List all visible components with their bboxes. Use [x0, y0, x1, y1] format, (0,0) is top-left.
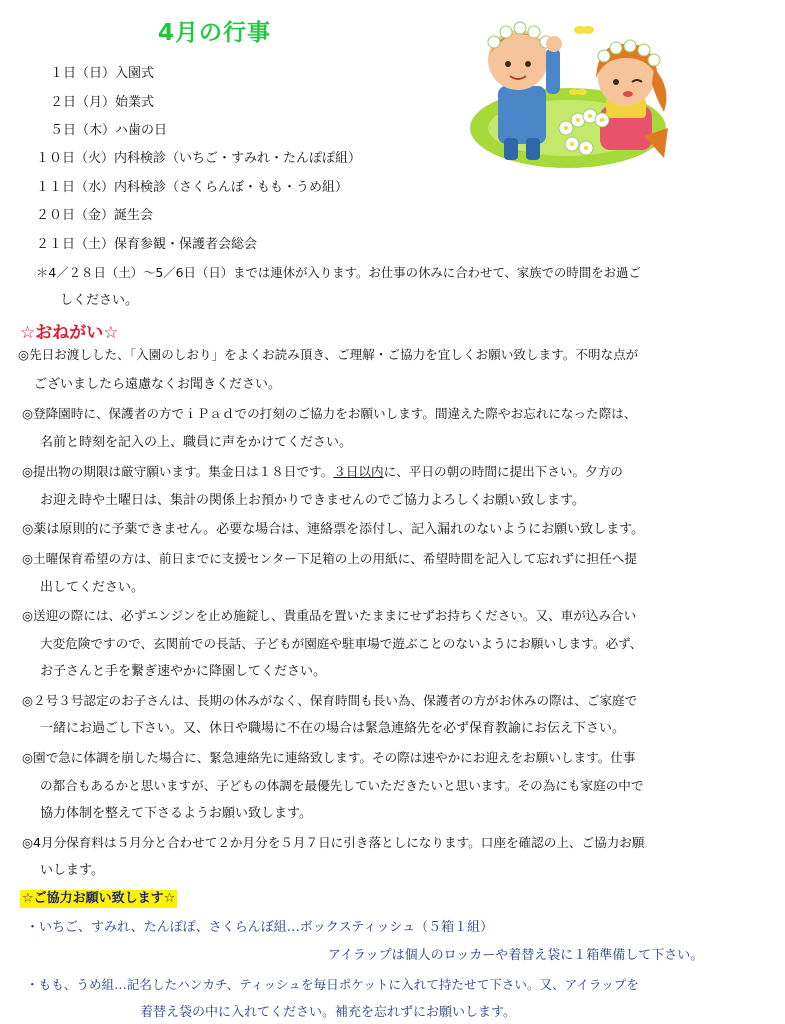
event-item: ５日（木）ハ歯の日 — [50, 123, 168, 138]
request-text: に、平日の朝の時間に提出下さい。夕方の — [383, 464, 623, 479]
request-paragraph: ◎薬は原則的に予薬できません。必要な場合は、連絡票を添付し、記入漏れのないようにお願い致します。 — [22, 522, 645, 537]
event-item: ２日（月）始業式 — [50, 95, 155, 110]
request-paragraph: ◎園で急に体調を崩した場合に、緊急連絡先に連絡致します。その際は速やかにお迎えをお願いします。仕事 — [22, 750, 636, 765]
request-paragraph-cont: 名前と時刻を記入の上、職員に声をかけてください。 — [40, 435, 353, 450]
event-item: １日（日）入園式 — [50, 66, 155, 81]
request-paragraph-cont: 協力体制を整えて下さるようお願い致します。 — [40, 806, 312, 821]
event-item: １１日（水）内科検診（さくらんぼ・もも・うめ組） — [36, 180, 349, 195]
cooperation-item: ・もも、うめ組…記名したハンカチ、ティッシュを毎日ポケットに入れて持たせて下さい。又、アイラップを — [26, 977, 639, 992]
request-paragraph-cont: いします。 — [40, 863, 104, 878]
event-item: ２０日（金）誕生会 — [36, 208, 154, 223]
request-paragraph: ◎登降園時に、保護者の方でｉＰａｄでの打刻のご協力をお願いします。間違えた際やお忘れになった際は、 — [22, 406, 637, 421]
cooperation-item-cont: 着替え袋の中に入れてください。補充を忘れずにお願いします。 — [140, 1005, 516, 1020]
holiday-note: ＊4／２８日（土）～5／6日（日）までは連休が入ります。お仕事の休みに合わせて、家族での時間をお過ご — [36, 265, 641, 280]
requests-heading: ☆おねがい☆ — [20, 323, 119, 343]
request-paragraph: ◎4月分保育料は５月分と合わせて２か月分を５月７日に引き落としになります。口座を確認の上、ご協力お願 — [22, 835, 645, 850]
request-paragraph-cont: 大変危険ですので、玄関前での長話、子どもが園庭や駐車場で遊ぶことのないようにお願いします。必ず、 — [40, 636, 643, 651]
holiday-note-cont: しください。 — [60, 293, 139, 308]
event-item: ２１日（土）保育参観・保護者会総会 — [36, 237, 258, 252]
page-title: 4月の行事 — [158, 20, 272, 46]
request-paragraph: ◎土曜保育希望の方は、前日までに支援センター下足箱の上の用紙に、希望時間を記入して忘れずに担任へ提 — [22, 551, 637, 566]
cooperation-item: ・いちご、すみれ、たんぽぽ、さくらんぼ組…ボックスティッシュ（５箱１組） — [26, 920, 494, 935]
request-paragraph-cont: 一緒にお過ごし下さい。又、休日や職場に不在の場合は緊急連絡先を必ず保育教諭にお伝え下さい。 — [40, 721, 626, 736]
event-item: １０日（火）内科検診（いちご・すみれ・たんぽぽ組） — [36, 151, 362, 166]
request-text: ◎提出物の期限は厳守願います。集金日は１８日です。 — [22, 464, 334, 479]
request-paragraph — [22, 463, 623, 481]
request-paragraph-cont: お迎え時や土曜日は、集計の関係上お預かりできませんのでご協力よろしくお願い致します。 — [40, 493, 585, 508]
request-paragraph-cont: の都合もあるかと思いますが、子どもの体調を最優先していただきたいと思います。その為にも家庭の中で — [40, 778, 644, 793]
request-paragraph: ◎先日お渡しした、「入園のしおり」をよくお読み頂き、ご理解・ご協力を宜しくお願い致します。不明な点が — [18, 347, 639, 362]
request-paragraph-cont: ございましたら遠慮なくお聞きください。 — [34, 377, 282, 392]
request-paragraph: ◎送迎の際には、必ずエンジンを止め施錠し、貴重品を置いたままにせずお持ちください。又、車が込み合い — [22, 608, 637, 623]
cooperation-heading: ☆ご協力お願い致します☆ — [22, 891, 176, 906]
deadline-underlined: ３日以内 — [333, 464, 384, 479]
children-flower-crown-illustration — [468, 8, 694, 176]
cooperation-item-cont: アイラップは個人のロッカーや着替え袋に１箱準備して下さい。 — [328, 948, 704, 963]
request-paragraph: ◎２号３号認定のお子さんは、長期の休みがなく、保育時間も長い為、保護者の方がお休みの際は、ご家庭で — [22, 693, 638, 708]
request-paragraph-cont: お子さんと手を繋ぎ速やかに降園してください。 — [40, 664, 327, 679]
request-paragraph-cont: 出してください。 — [40, 580, 145, 595]
